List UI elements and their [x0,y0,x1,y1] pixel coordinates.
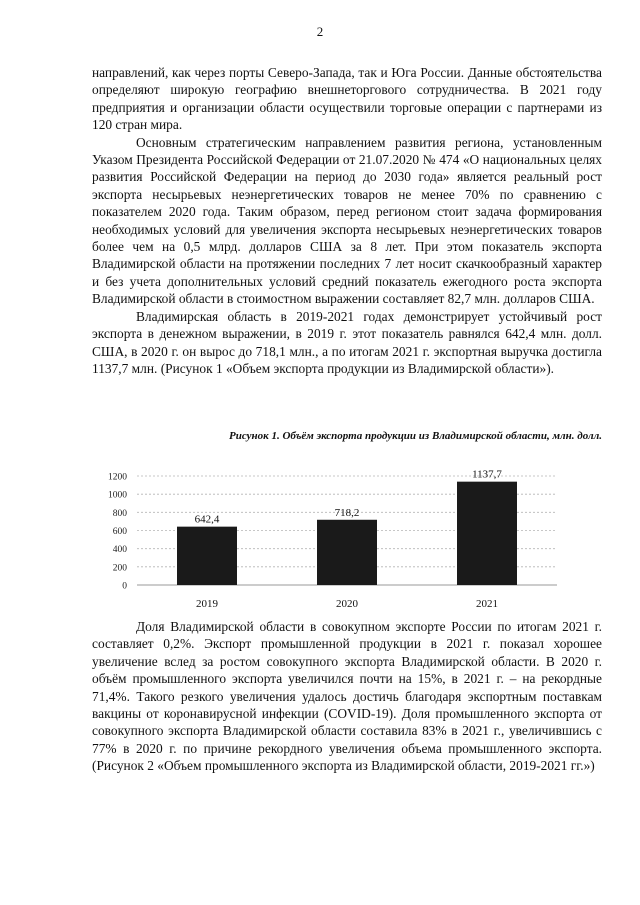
bar-2021 [457,482,517,585]
y-tick-label: 600 [112,527,127,537]
bar-2020 [317,520,377,585]
paragraph: Доля Владимирской области в совокупном экспорте России по итогам 2021 г. составляет 0,2%. Экспорт промышленной продукции в 2021 г. показал хорошее увеличение вслед за ростом совокупного экспорта Владимирской области. В 2020 г. объём промышленного экспорта увеличился почти на 15%, в 2021 г. – на рекордные 71,4%. Такого резкого увеличения удалось достичь благодаря экспортным поставкам вакцины от коронавирусной инфекции (COVID-19). Доля промышленного экспорта от совокупного экспорта Владимирской области составила 83% в 2021 г., увеличившись с 77% в 2020 г. по причине рекордного увеличения объема промышленного экспорта. (Рисунок 2 «Объем промышленного экспорта из Владимирской области, 2019-2021 гг.») [92,619,602,774]
y-tick-label: 400 [112,545,127,556]
data-label: 718,2 [334,506,360,519]
x-tick-label: 2021 [476,598,498,608]
bar-2019 [177,527,237,585]
text-block-top [92,64,602,377]
data-label: 1137,7 [472,468,502,481]
data-label: 642,4 [194,513,220,526]
export-bar-chart [92,458,562,608]
y-tick-label: 1200 [108,472,127,483]
x-tick-label: 2019 [196,598,218,608]
paragraph: направлений, как через порты Северо-Запада, так и Юга России. Данные обстоятельства определяют широкую географию внешнеторгового сотрудничества. В 2021 году предприятия и организации области осуществили торговые операции с партнерами из 120 стран мира. [92,65,602,133]
figure-caption: Рисунок 1. Объём экспорта продукции из Владимирской области, млн. долл. [228,430,602,442]
x-tick-label: 2020 [336,598,358,608]
paragraph: Владимирская область в 2019-2021 годах демонстрирует устойчивый рост экспорта в денежном выражении, в 2019 г. этот показатель равнялся 642,4 млн. долл. США, в 2020 г. он вырос до 718,1 млн., а по итогам 2021 г. экспортная выручка достигла 1137,7 млн. (Рисунок 1 «Объем экспорта продукции из Владимирской области»). [92,308,602,376]
page-number: 2 [316,24,324,39]
y-tick-label: 1000 [108,490,127,501]
y-tick-label: 200 [112,563,127,574]
text-block-bottom [92,618,602,775]
paragraph: Основным стратегическим направлением развития региона, установленным Указом Президента Российской Федерации от 21.07.2020 № 474 «О национальных целях развития Российской Федерации на период до 2030 года» является реальный рост экспорта несырьевых неэнергетических товаров не менее 70% по сравнению с показателем 2020 года. Таким образом, перед регионом стоит задача формирования необходимых условий для увеличения экспорта несырьевых неэнергетических товаров более чем на 0,5 млрд. долларов США за 8 лет. При этом показатель экспорта Владимирской области на протяжении последних 7 лет носит скачкообразный характер и без учета дополнительных условий средний показатель ежегодного роста экспорта Владимирской области в стоимостном выражении составляет 82,7 млн. долларов США. [92,134,602,307]
y-tick-label: 0 [122,581,127,592]
y-tick-label: 800 [112,508,127,519]
